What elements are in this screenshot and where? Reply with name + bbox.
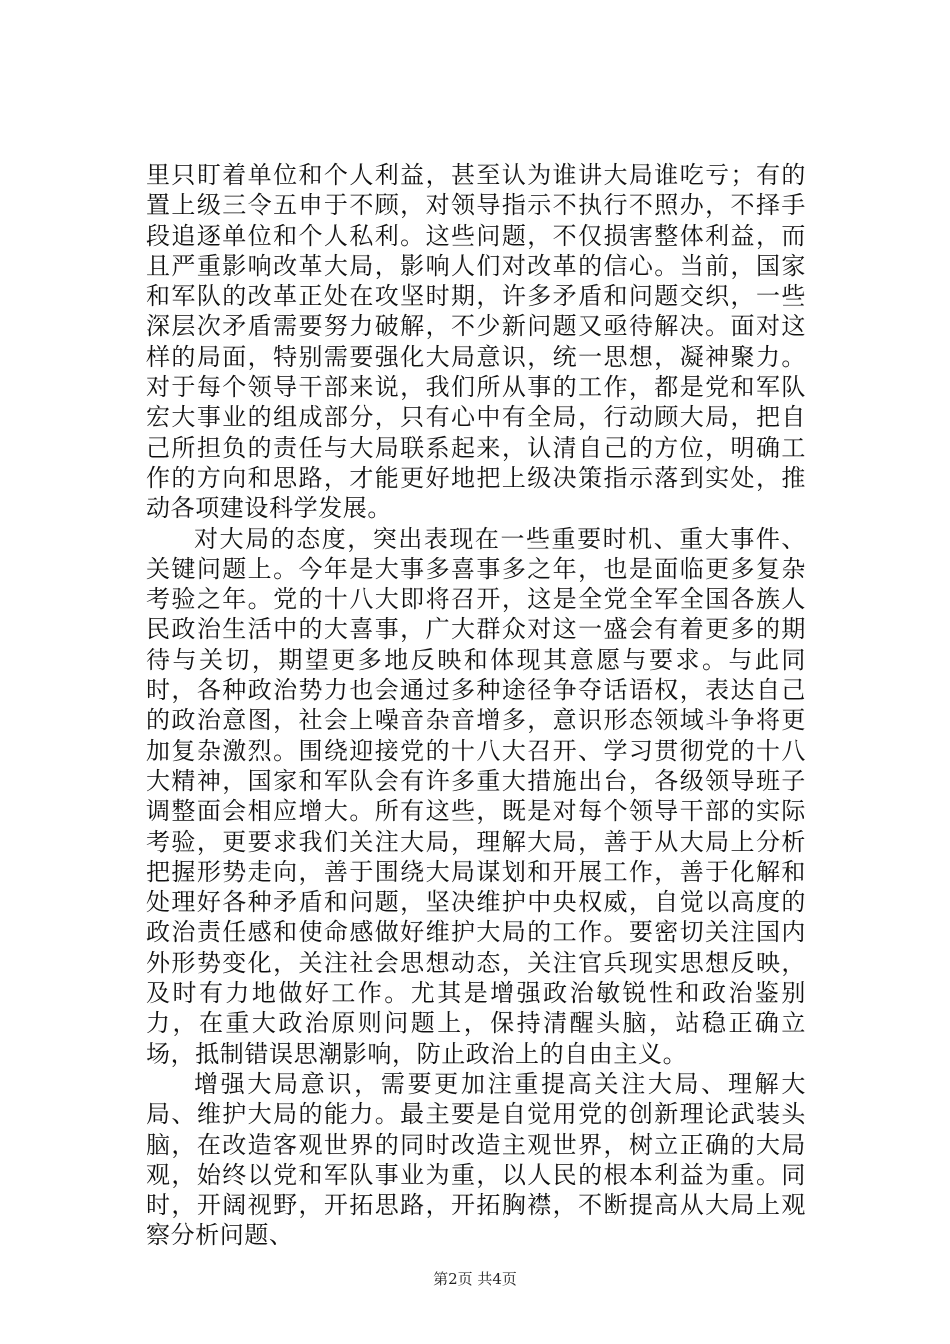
paragraph-1: 里只盯着单位和个人利益，甚至认为谁讲大局谁吃亏；有的置上级三令五申于不顾，对领导指示不执行不照办，不择手段追逐单位和个人私利。这些问题，不仅损害整体利益，而且严重影响改革大局，影响人们对改革的信心。当前，国家和军队的改革正处在攻坚时期，许多矛盾和问题交织，一些深层次矛盾需要努力破解，不少新问题又亟待解决。面对这样的局面，特别需要强化大局意识，统一思想，凝神聚力。对于每个领导干部来说，我们所从事的工作，都是党和军队宏大事业的组成部分，只有心中有全局，行动顾大局，把自己所担负的责任与大局联系起来，认清自己的方位，明确工作的方向和思路，才能更好地把上级决策指示落到实处，推动各项建设科学发展。: [146, 161, 806, 523]
paragraph-2: 对大局的态度，突出表现在一些重要时机、重大事件、关键问题上。今年是大事多喜事多之年，也是面临更多复杂考验之年。党的十八大即将召开，这是全党全军全国各族人民政治生活中的大喜事，广大群众对这一盛会有着更多的期待与关切，期望更多地反映和体现其意愿与要求。与此同时，各种政治势力也会通过多种途径争夺话语权，表达自己的政治意图，社会上噪音杂音增多，意识形态领域斗争将更加复杂激烈。围绕迎接党的十八大召开、学习贯彻党的十八大精神，国家和军队会有许多重大措施出台，各级领导班子调整面会相应增大。所有这些，既是对每个领导干部的实际考验，更要求我们关注大局，理解大局，善于从大局上分析把握形势走向，善于围绕大局谋划和开展工作，善于化解和处理好各种矛盾和问题，坚决维护中央权威，自觉以高度的政治责任感和使命感做好维护大局的工作。要密切关注国内外形势变化，关注社会思想动态，关注官兵现实思想反映，及时有力地做好工作。尤其是增强政治敏锐性和政治鉴别力，在重大政治原则问题上，保持清醒头脑，站稳正确立场，抵制错误思潮影响，防止政治上的自由主义。: [146, 524, 806, 1068]
body-text: [146, 160, 806, 1251]
page-number-footer: 第2页 共4页: [433, 1270, 517, 1288]
paragraph-3: 增强大局意识，需要更加注重提高关注大局、理解大局、维护大局的能力。最主要是自觉用党的创新理论武装头脑，在改造客观世界的同时改造主观世界，树立正确的大局观，始终以党和军队事业为重，以人民的根本利益为重。同时，开阔视野，开拓思路，开拓胸襟，不断提高从大局上观察分析问题、: [146, 1069, 806, 1250]
